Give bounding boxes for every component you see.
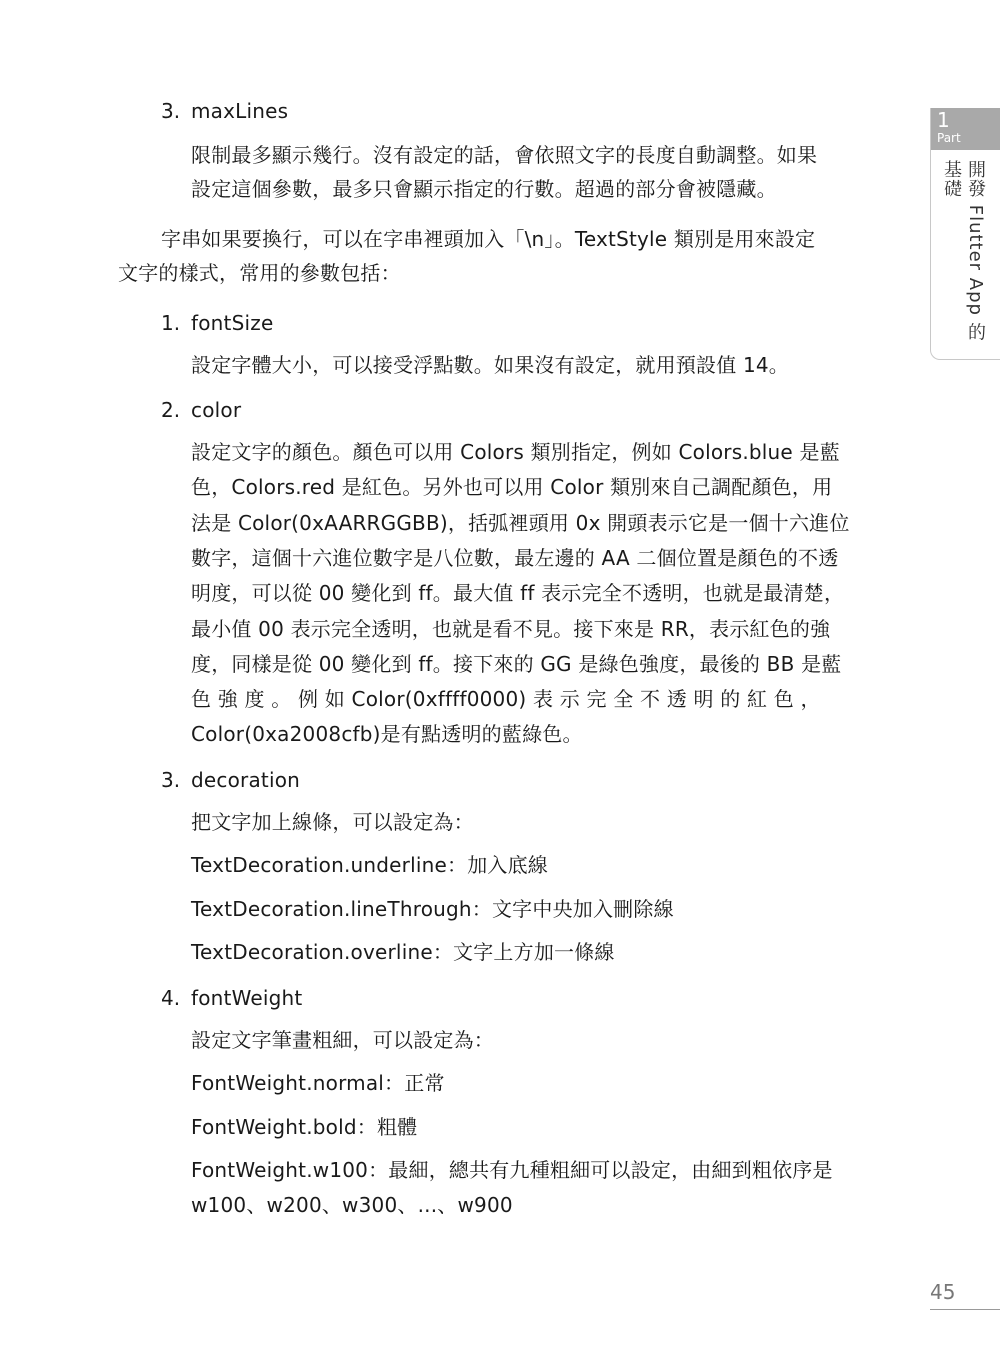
option-line: TextDecoration.overline：文字上方加一條線 (191, 940, 615, 964)
item-number: 2. (161, 398, 181, 422)
paragraph-line: 文字的樣式，常用的參數包括： (118, 261, 401, 285)
item-title-fontweight: fontWeight (191, 986, 303, 1010)
chapter-tab-header (931, 108, 1000, 150)
page-number-rule (930, 1309, 1000, 1310)
item-title-fontsize: fontSize (191, 311, 274, 335)
paragraph-line: 色，Colors.red 是紅色。另外也可以用 Color 類別來自己調配顏色，用 (191, 475, 833, 499)
paragraph-line: 設定字體大小，可以接受浮點數。如果沒有設定，就用預設值 14。 (191, 353, 790, 377)
item-title-color: color (191, 398, 242, 422)
chapter-side-tab (930, 108, 1000, 360)
paragraph-line: 設定這個參數，最多只會顯示指定的行數。超過的部分會被隱藏。 (191, 177, 777, 201)
part-label: Part (937, 131, 961, 145)
paragraph-line: 設定文字筆畫粗細，可以設定為： (191, 1028, 494, 1052)
chapter-title: 開發 Flutter App 的基礎 (941, 160, 986, 342)
option-line: w100、w200、w300、...、w900 (191, 1193, 513, 1217)
paragraph-line: 法是 Color(0xAARRGGBB)，括弧裡頭用 0x 開頭表示它是一個十六進位 (191, 511, 850, 535)
item-number: 3. (161, 768, 181, 792)
paragraph-line: 數字，這個十六進位數字是八位數，最左邊的 AA 二個位置是顏色的不透 (191, 546, 839, 570)
paragraph-line: 字串如果要換行，可以在字串裡頭加入「\n」。TextStyle 類別是用來設定 (161, 227, 816, 251)
paragraph-line: 明度，可以從 00 變化到 ff。最大值 ff 表示完全不透明，也就是最清楚， (191, 581, 845, 605)
option-line: TextDecoration.lineThrough：文字中央加入刪除線 (191, 897, 674, 921)
paragraph-line: 把文字加上線條，可以設定為： (191, 810, 474, 834)
paragraph-line: Color(0xa2008cfb)是有點透明的藍綠色。 (191, 722, 583, 746)
item-title-maxlines: maxLines (191, 99, 289, 123)
paragraph-line: 限制最多顯示幾行。沒有設定的話，會依照文字的長度自動調整。如果 (191, 143, 818, 167)
item-number: 1. (161, 311, 181, 335)
part-number: 1 (937, 108, 950, 132)
option-line: TextDecoration.underline：加入底線 (191, 853, 549, 877)
paragraph-line: 色 強 度 。 例 如 Color(0xffff0000) 表 示 完 全 不 透 明 的 紅 色 ， (191, 687, 821, 711)
item-title-decoration: decoration (191, 768, 301, 792)
paragraph-line: 度，同樣是從 00 變化到 ff。接下來的 GG 是綠色強度，最後的 BB 是藍 (191, 652, 842, 676)
paragraph-line: 最小值 00 表示完全透明，也就是看不見。接下來是 RR，表示紅色的強 (191, 617, 831, 641)
item-number: 3. (161, 99, 181, 123)
option-line: FontWeight.bold：粗體 (191, 1115, 418, 1139)
paragraph-line: 設定文字的顏色。顏色可以用 Colors 類別指定，例如 Colors.blue 是藍 (191, 440, 840, 464)
option-line: FontWeight.normal：正常 (191, 1071, 445, 1095)
option-line: FontWeight.w100：最細，總共有九種粗細可以設定，由細到粗依序是 (191, 1158, 833, 1182)
item-number: 4. (161, 986, 181, 1010)
page-number: 45 (930, 1280, 956, 1304)
